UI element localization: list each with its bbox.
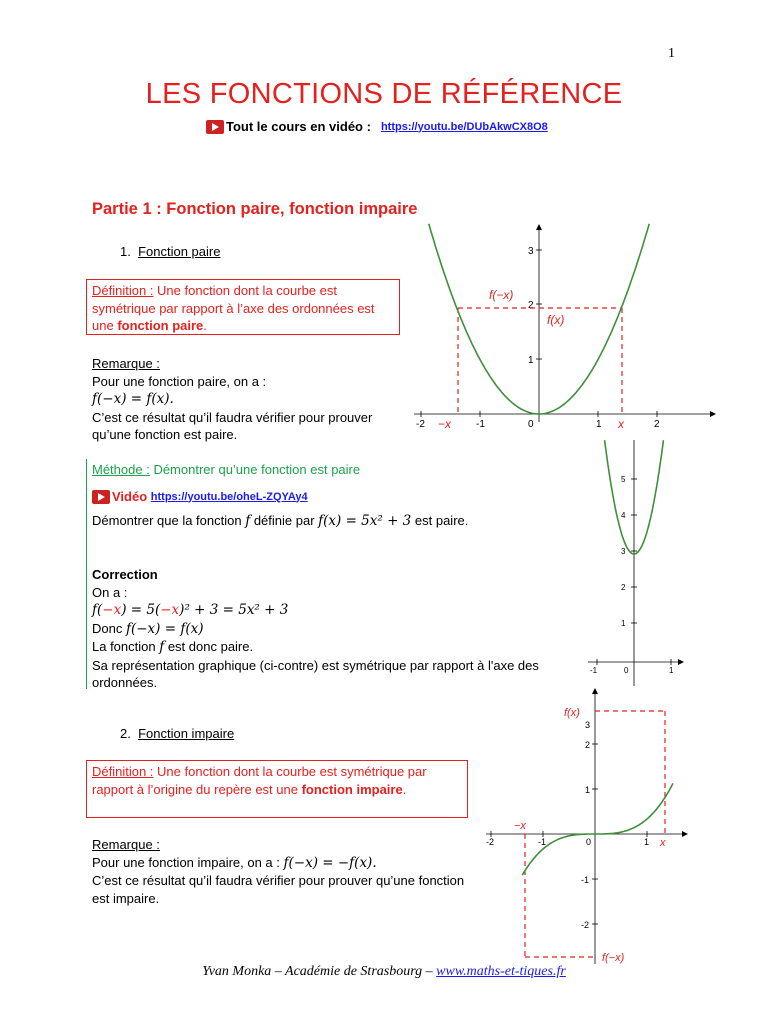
method-video-line (92, 489, 308, 504)
statement-b: définie par (250, 513, 319, 528)
tick-x: 1 (596, 419, 602, 430)
tick-x: 1 (644, 837, 650, 847)
label-x: x (618, 417, 624, 431)
y-axis-arrow-icon (536, 224, 542, 230)
tick-y: 4 (621, 511, 626, 520)
tick-x: -1 (538, 837, 547, 847)
tick-x: -2 (416, 419, 425, 430)
method-sidebar (86, 459, 87, 689)
definition-bold: fonction paire (117, 318, 204, 333)
definition-text: Une fonction dont la courbe est symétrique par rapport à l’origine du repère est une (92, 764, 427, 797)
statement-def: f(x) = 5x² + 3 (318, 513, 412, 529)
page-title: LES FONCTIONS DE RÉFÉRENCE (145, 78, 623, 110)
definition-box-paire (86, 279, 400, 335)
method-video-link[interactable]: https://youtu.be/oheL-ZQYAy4 (150, 490, 308, 503)
method-label: Méthode : (92, 462, 150, 477)
remark-impaire (92, 836, 472, 907)
concl-f: f (159, 639, 165, 655)
tick-y: 1 (621, 619, 626, 628)
section1-heading (120, 244, 220, 259)
definition-end: . (402, 781, 407, 797)
definition-bold: fonction impaire (301, 781, 403, 797)
definition-box-impaire (86, 760, 468, 818)
remark-formula: f(−x) = −f(x). (283, 854, 377, 871)
tick-x: 1 (669, 666, 674, 675)
section1-title: Fonction paire (138, 244, 221, 259)
label-minus-x: −x (514, 820, 526, 832)
x-axis-arrow-icon (682, 831, 688, 837)
tick-y: 1 (528, 355, 534, 366)
graph-fonction-paire (404, 222, 720, 440)
section2-title: Fonction impaire (138, 726, 235, 741)
remark-line1: Pour une fonction paire, on a : (92, 373, 267, 389)
concl-a: La fonction (92, 639, 160, 654)
youtube-play-icon[interactable] (206, 120, 224, 134)
tick-y: 2 (585, 740, 591, 750)
youtube-play-icon[interactable] (92, 490, 110, 504)
definition-text: Une fonction dont la courbe est symétrique par rapport à l’axe des ordonnées est une (92, 283, 375, 333)
footer-text: Yvan Monka – Académie de Strasbourg – (202, 964, 437, 979)
remark-label: Remarque : (92, 356, 160, 371)
tick-x: 0 (528, 419, 534, 430)
page-number: 1 (668, 46, 675, 61)
remark-paire (92, 355, 392, 444)
tick-y: 1 (585, 785, 591, 795)
statement-a: Démontrer que la fonction (92, 513, 246, 528)
tick-x: -2 (486, 837, 495, 847)
tick-y: 2 (528, 300, 534, 311)
y-axis-arrow-icon (592, 688, 598, 694)
method-video-label: Vidéo (112, 489, 148, 504)
course-video-link[interactable]: https://youtu.be/DUbAkwCX8O8 (380, 120, 548, 133)
label-f-x: f(x) (547, 313, 565, 327)
method-statement (92, 512, 468, 531)
footer (0, 964, 768, 980)
label-f-minus-x: f(−x) (489, 288, 514, 302)
correction-label: Correction (92, 567, 158, 582)
course-video-line (206, 119, 548, 134)
tick-y: 3 (585, 720, 591, 730)
calc-c: ) = 5( (121, 602, 161, 618)
tick-x: 2 (654, 419, 660, 430)
section1-number: 1. (120, 244, 131, 259)
label-minus-x: −x (438, 417, 452, 431)
remark-line1: Pour une fonction impaire, on a : (92, 854, 284, 870)
label-f-x: f(x) (564, 707, 580, 719)
graph-exemple-paire (582, 440, 688, 688)
donc-formula: f(−x) = f(x) (125, 620, 204, 637)
part1-heading: Partie 1 : Fonction paire, fonction impaire (92, 200, 418, 218)
calc-a: f( (92, 602, 103, 618)
cubic-curve (522, 783, 673, 875)
section2-heading (120, 726, 234, 741)
tick-y: -2 (581, 920, 590, 930)
graph-fonction-impaire (484, 688, 692, 966)
statement-c: est paire. (411, 513, 469, 528)
concl-c: Sa représentation graphique (ci-contre) est symétrique par rapport à l'axe des ordonnées. (92, 657, 539, 690)
donc: Donc (92, 620, 126, 636)
label-x: x (660, 837, 666, 849)
course-video-label: Tout le cours en vidéo : (226, 119, 371, 134)
definition-end: . (203, 318, 207, 333)
calc-b: −x (102, 602, 122, 618)
tick-x: -1 (590, 666, 598, 675)
x-axis-arrow-icon (710, 411, 716, 417)
tick-y: -1 (581, 875, 590, 885)
section2-number: 2. (120, 726, 131, 741)
tick-x: 0 (624, 666, 629, 675)
calc-e: )² + 3 = 5x² + 3 (179, 602, 289, 618)
tick-y: 3 (621, 547, 626, 556)
x-axis-arrow-icon (678, 659, 684, 665)
calc-d: −x (160, 602, 180, 618)
tick-x: -1 (476, 419, 485, 430)
remark-line2: C’est ce résultat qu’il faudra vérifier pour prouver qu’une fonction est impaire. (92, 873, 465, 906)
remark-label: Remarque : (92, 837, 160, 852)
correction-block (92, 566, 562, 692)
tick-x: 0 (586, 837, 592, 847)
method-heading (92, 461, 360, 479)
tick-y: 2 (621, 583, 626, 592)
tick-y: 3 (528, 246, 534, 257)
definition-label: Définition : (92, 764, 154, 779)
correction-calc (92, 602, 288, 618)
remark-line2: C’est ce résultat qu’il faudra vérifier pour prouver qu’une fonction est paire. (92, 409, 373, 442)
label-f-minus-x: f(−x) (602, 952, 625, 964)
footer-link[interactable]: www.maths-et-tiques.fr (436, 964, 566, 979)
method-title: Démontrer qu’une fonction est paire (149, 462, 361, 477)
definition-label: Définition : (92, 283, 154, 298)
concl-b: est donc paire. (164, 639, 254, 654)
statement-f: f (245, 513, 251, 529)
remark-formula: f(−x) = f(x). (92, 391, 174, 407)
tick-y: 5 (621, 475, 626, 484)
on-a: On a : (92, 584, 128, 600)
